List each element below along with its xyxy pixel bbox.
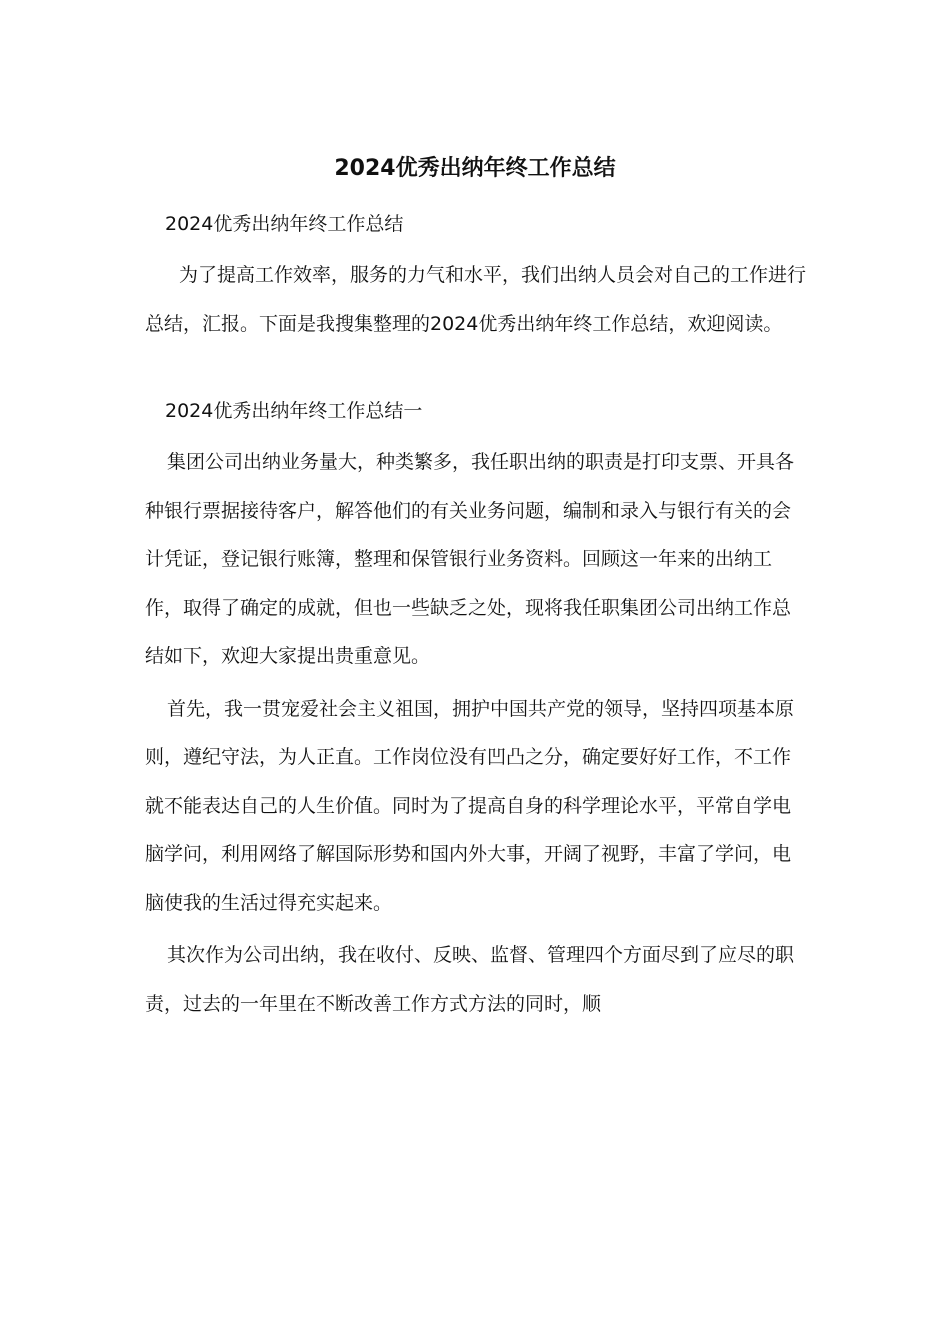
intro-paragraph: 为了提高工作效率，服务的力气和水平，我们出纳人员会对自己的工作进行总结，汇报。下面是我搜集整理的2024优秀出纳年终工作总结，欢迎阅读。 (145, 264, 807, 335)
document-subtitle: 2024优秀出纳年终工作总结 (165, 213, 404, 235)
body-paragraph: 其次作为公司出纳，我在收付、反映、监督、管理四个方面尽到了应尽的职责，过去的一年里在不断改善工作方式方法的同时，顺 (145, 944, 795, 1015)
body-paragraph: 集团公司出纳业务量大，种类繁多，我任职出纳的职责是打印支票、开具各种银行票据接待客户，解答他们的有关业务问题，编制和录入与银行有关的会计凭证，登记银行账簿，整理和保管银行业务资料。回顾这一年来的出纳工作，取得了确定的成就，但也一些缺乏之处，现将我任职集团公司出纳工作总结如下，欢迎大家提出贵重意见。 (145, 451, 795, 667)
section-heading: 2024优秀出纳年终工作总结一 (165, 400, 423, 422)
document-title: 2024优秀出纳年终工作总结 (334, 156, 616, 181)
paragraph-spacer (145, 348, 807, 394)
body-paragraph: 首先，我一贯宠爱社会主义祖国，拥护中国共产党的领导，坚持四项基本原则，遵纪守法，为人正直。工作岗位没有凹凸之分，确定要好好工作，不工作就不能表达自己的人生价值。同时为了提高自身的科学理论水平，平常自学电脑学问，利用网络了解国际形势和国内外大事，开阔了视野，丰富了学问，电脑使我的生活过得充实起来。 (145, 697, 795, 914)
document-body (145, 207, 807, 1028)
